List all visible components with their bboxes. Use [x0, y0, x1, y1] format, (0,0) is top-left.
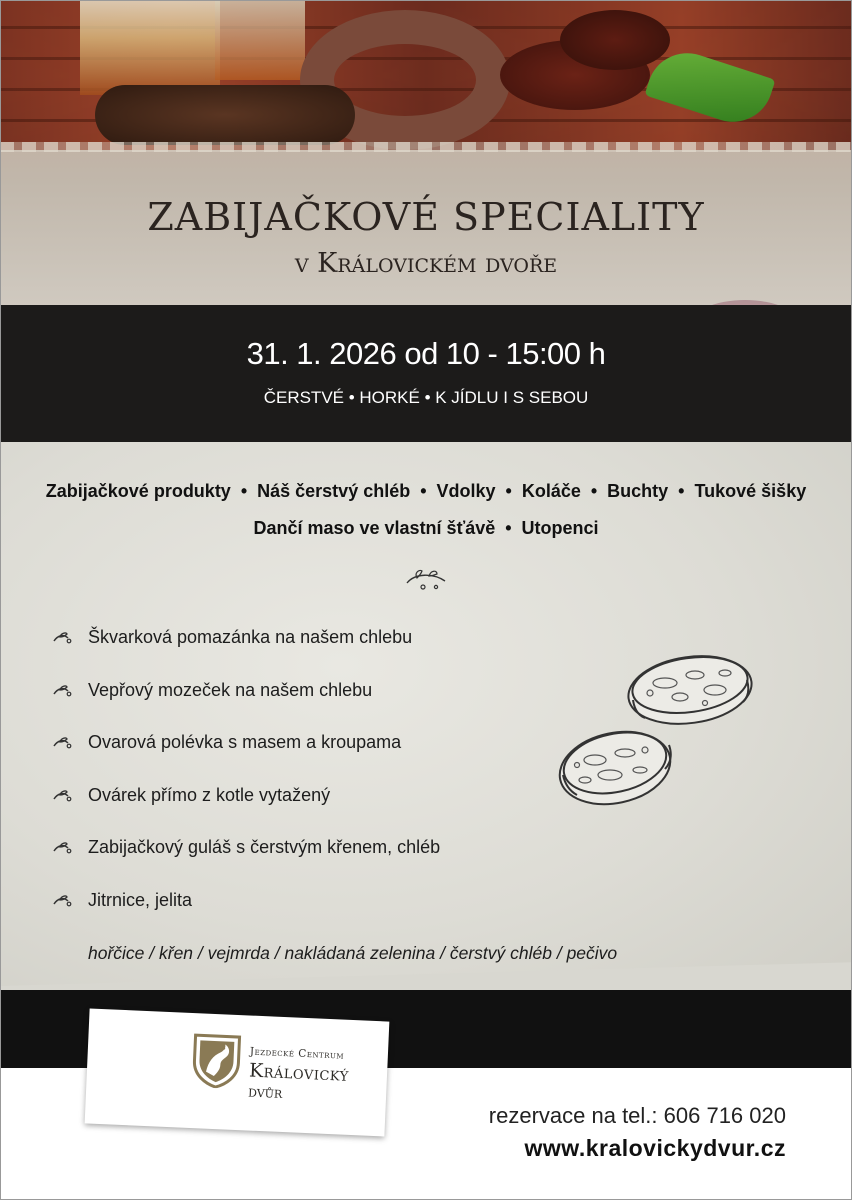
- logo-name-line-1: Královický: [248, 1059, 350, 1086]
- products-line-1: Zabijačkové produkty • Náš čerstvý chléb • Vdolky • Koláče • Buchty • Tukové šišky: [45, 481, 807, 501]
- leaf-bullet-icon: [52, 734, 74, 752]
- date-band: [0, 305, 852, 442]
- products-line-2: Dančí maso ve vlastní šťávě • Utopenci: [253, 518, 599, 538]
- smoked-meat: [95, 85, 355, 145]
- list-item: [52, 680, 440, 733]
- event-date: 31. 1. 2026 od 10 - 15:00 h: [246, 336, 606, 371]
- leaf-bullet-icon: [52, 839, 74, 857]
- flourish-icon: [403, 565, 449, 593]
- logo-card: [85, 1009, 390, 1137]
- horse-shield-logo-icon: [189, 1031, 243, 1089]
- menu-item-label: Ovarová polévka s masem a kroupama: [88, 732, 402, 752]
- list-item: [52, 732, 440, 785]
- side-dishes: hořčice / křen / vejmrda / nakládaná zelenina / čerstvý chléb / pečivo: [88, 943, 618, 963]
- beer-glass: [215, 0, 305, 80]
- page-subtitle: v Královickém dvoře: [294, 248, 558, 279]
- list-item: [52, 890, 440, 943]
- leaf-bullet-icon: [52, 892, 74, 910]
- logo-name-line-2: dvůr: [247, 1081, 283, 1102]
- list-item: [52, 837, 440, 890]
- website-link[interactable]: www.kralovickydvur.cz: [524, 1135, 786, 1161]
- beer-glass: [80, 0, 220, 95]
- menu-item-label: Jitrnice, jelita: [88, 889, 193, 910]
- reservation-phone: rezervace na tel.: 606 716 020: [488, 1103, 786, 1128]
- menu-item-label: Škvarková pomazánka na našem chlebu: [88, 627, 413, 647]
- menu-list: [52, 627, 440, 942]
- event-tagline: ČERSTVÉ • HORKÉ • K JÍDLU I S SEBOU: [263, 388, 589, 407]
- menu-item-label: Ovárek přímo z kotle vytažený: [88, 784, 331, 805]
- sausage: [560, 10, 670, 70]
- menu-item-label: Vepřový mozeček na našem chlebu: [88, 679, 373, 700]
- list-item: [52, 627, 440, 680]
- logo-tagline: Jezdecké Centrum: [249, 1045, 345, 1062]
- leaf-bullet-icon: [52, 629, 74, 647]
- page-title: ZABIJAČKOVÉ SPECIALITY: [147, 195, 705, 239]
- sausage-slices-illustration: [555, 645, 765, 815]
- leaf-bullet-icon: [52, 682, 74, 700]
- leaf-bullet-icon: [52, 787, 74, 805]
- list-item: [52, 785, 440, 838]
- menu-item-label: Zabijačkový guláš s čerstvým křenem, chléb: [88, 837, 441, 857]
